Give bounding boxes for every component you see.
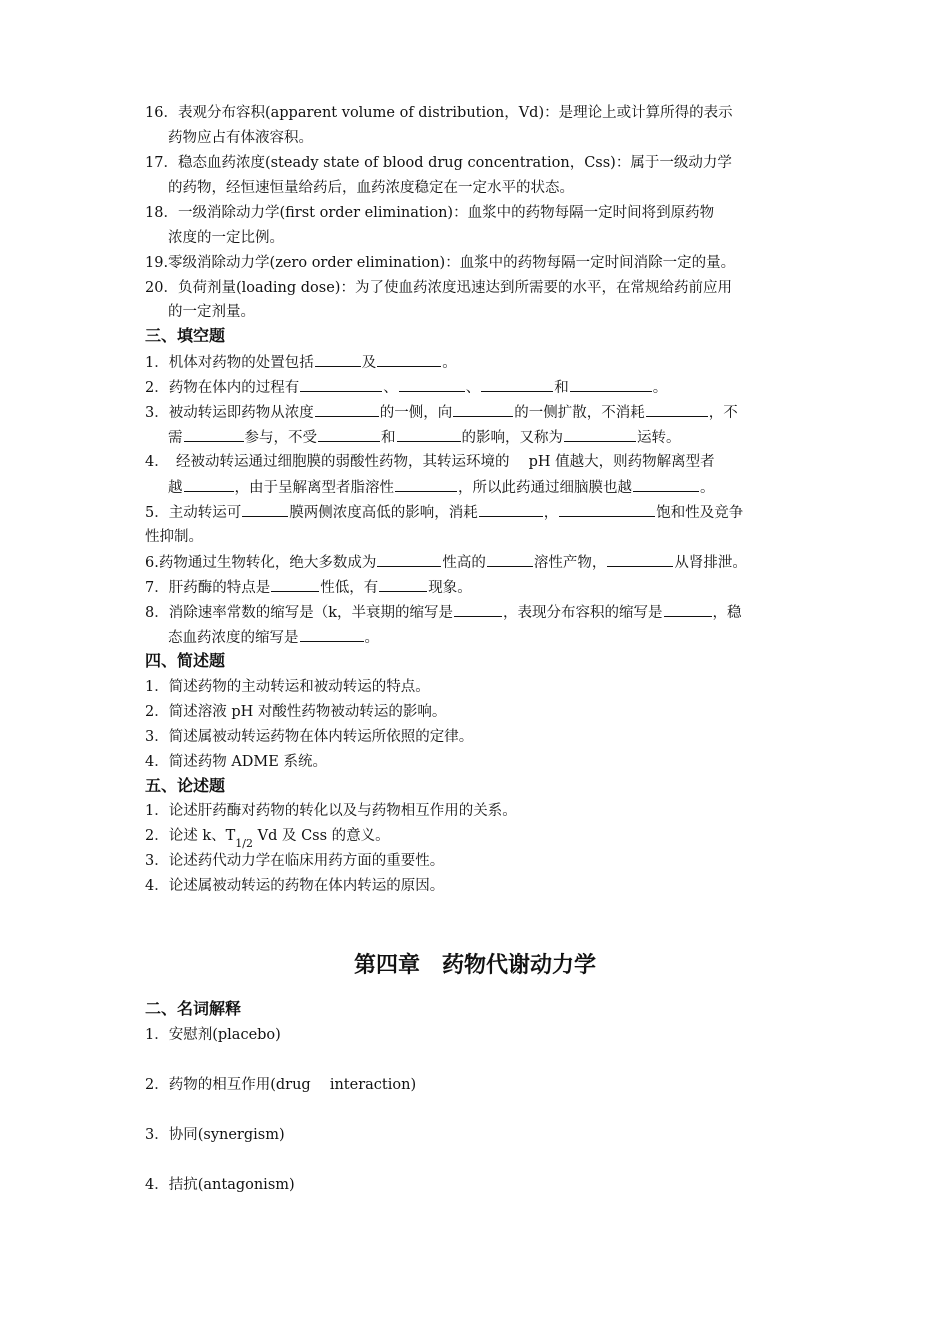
- q8-text-c: ，稳: [712, 605, 742, 621]
- answer-blank[interactable]: [664, 602, 712, 617]
- q6-text-a: 6.药物通过生物转化，绝大多数成为: [145, 555, 377, 571]
- fill-question-4-line-1: 4． 经被动转运通过细胞膜的弱酸性药物，其转运环境的 pH 值越大，则药物解离型者: [145, 454, 715, 470]
- answer-blank[interactable]: [377, 552, 441, 567]
- fill-question-4-line-2: [168, 477, 810, 498]
- essay-heading: 五、论述题: [145, 776, 226, 795]
- definition-16-line-2: 药物应占有体液容积。: [168, 130, 313, 146]
- answer-blank[interactable]: [559, 502, 655, 517]
- definition-17-line-2: 的药物，经恒速恒量给药后，血药浓度稳定在一定水平的状态。: [168, 180, 574, 196]
- answer-blank[interactable]: [379, 577, 427, 592]
- essay-item-2-text: 2．论述 k、T: [145, 828, 236, 844]
- q7-text-c: 现象。: [428, 580, 472, 596]
- term-item: 4．拮抗(antagonism): [145, 1177, 295, 1193]
- fill-question-5-line-2: 性抑制。: [145, 529, 203, 545]
- q3-text-g: 和: [381, 430, 396, 446]
- q5-text-b: 膜两侧浓度高低的影响，消耗: [289, 505, 478, 521]
- answer-blank[interactable]: [300, 627, 364, 642]
- answer-blank[interactable]: [318, 427, 380, 442]
- definition-18-line-2: 浓度的一定比例。: [168, 230, 284, 246]
- answer-blank[interactable]: [481, 377, 553, 392]
- answer-blank[interactable]: [487, 552, 533, 567]
- answer-blank[interactable]: [271, 577, 319, 592]
- short-answer-item: 1．简述药物的主动转运和被动转运的特点。: [145, 679, 430, 695]
- q3-text-d: ，不: [708, 405, 738, 421]
- q5-text-a: 5．主动转运可: [145, 505, 242, 521]
- q1-text-c: 。: [442, 355, 457, 371]
- q3-text-b: 的一侧，向: [379, 405, 453, 421]
- essay-item-2-text-end: Vd 及 Css 的意义。: [253, 828, 390, 844]
- q1-text-a: 1．机体对药物的处置包括: [145, 355, 314, 371]
- terms-heading: 二、名词解释: [145, 999, 242, 1018]
- answer-blank[interactable]: [315, 402, 379, 417]
- definition-17-line-1: 17．稳态血药浓度(steady state of blood drug concentration，Css)：属于一级动力学: [145, 155, 732, 171]
- term-item: 1．安慰剂(placebo): [145, 1027, 281, 1043]
- definition-20-line-2: 的一定剂量。: [168, 304, 255, 320]
- q5-text-d: 饱和性及竞争: [656, 505, 744, 521]
- definition-20-line-1: 20．负荷剂量(loading dose)：为了使血药浓度迅速达到所需要的水平，在常规给药前应用: [145, 280, 732, 296]
- short-answer-item: 3．简述属被动转运药物在体内转运所依照的定律。: [145, 729, 474, 745]
- q3-text-a: 3．被动转运即药物从浓度: [145, 405, 314, 421]
- q5-text-c: ，: [543, 505, 559, 521]
- definition-16-line-1: 16．表观分布容积(apparent volume of distribution，Vd)：是理论上或计算所得的表示: [145, 105, 733, 121]
- answer-blank[interactable]: [633, 477, 699, 492]
- answer-blank[interactable]: [184, 477, 234, 492]
- q3-text-c: 的一侧扩散，不消耗: [514, 405, 645, 421]
- answer-blank[interactable]: [397, 427, 461, 442]
- q6-text-b: 性高的: [442, 555, 486, 571]
- short-answer-item: 4．简述药物 ADME 系统。: [145, 754, 327, 770]
- q4-text-c: ，由于呈解离型者脂溶性: [234, 480, 394, 496]
- q3-text-i: 运转。: [637, 430, 681, 446]
- half-life-subscript: 1/2: [235, 837, 253, 850]
- answer-blank[interactable]: [315, 352, 361, 367]
- essay-item: 3．论述药代动力学在临床用药方面的重要性。: [145, 853, 445, 869]
- q8-text-a: 8．消除速率常数的缩写是（k，半衰期的缩写是: [145, 605, 454, 621]
- term-item: 3．协同(synergism): [145, 1127, 285, 1143]
- fill-question-7: [145, 577, 810, 598]
- essay-item: [145, 826, 810, 854]
- answer-blank[interactable]: [300, 377, 382, 392]
- answer-blank[interactable]: [395, 477, 457, 492]
- short-answer-heading: 四、简述题: [145, 651, 226, 670]
- q2-text-e: 。: [652, 380, 668, 396]
- answer-blank[interactable]: [570, 377, 652, 392]
- q4-text-e: 。: [700, 480, 715, 496]
- q2-text-b: 、: [383, 380, 398, 396]
- q3-text-e: 需: [168, 430, 183, 446]
- fill-blank-heading: 三、填空题: [145, 326, 226, 345]
- term-item: 2．药物的相互作用(drug interaction): [145, 1077, 417, 1093]
- answer-blank[interactable]: [454, 602, 502, 617]
- fill-question-5-line-1: [145, 502, 810, 523]
- fill-question-6: [145, 552, 810, 573]
- fill-question-1: [145, 352, 810, 373]
- q4-text-d: ，所以此药通过细脑膜也越: [458, 480, 632, 496]
- fill-question-3-line-1: [145, 402, 810, 423]
- essay-item: 4．论述属被动转运的药物在体内转运的原因。: [145, 878, 445, 894]
- q4-text-b: 越: [168, 480, 183, 496]
- chapter-title: 第四章 药物代谢动力学: [353, 953, 596, 978]
- answer-blank[interactable]: [453, 402, 513, 417]
- essay-item: 1．论述肝药酶对药物的转化以及与药物相互作用的关系。: [145, 803, 517, 819]
- fill-question-2: [145, 377, 810, 398]
- answer-blank[interactable]: [646, 402, 708, 417]
- answer-blank[interactable]: [184, 427, 244, 442]
- q8-text-b: ，表现分布容积的缩写是: [503, 605, 663, 621]
- definition-19-line-1: 19.零级消除动力学(zero order elimination)：血浆中的药物每隔一定时间消除一定的量。: [145, 255, 736, 271]
- answer-blank[interactable]: [607, 552, 673, 567]
- q1-text-b: 及: [361, 355, 377, 371]
- q8-text-e: 。: [364, 630, 379, 646]
- answer-blank[interactable]: [242, 502, 288, 517]
- q8-text-d: 态血药浓度的缩写是: [168, 630, 299, 646]
- definition-18-line-1: 18．一级消除动力学(first order elimination)：血浆中的药物每隔一定时间将到原药物: [145, 205, 715, 221]
- q6-text-d: 从肾排泄。: [674, 555, 747, 571]
- q3-text-h: 的影响，又称为: [461, 430, 563, 446]
- q7-text-a: 7．肝药酶的特点是: [145, 580, 271, 596]
- q2-text-c: 、: [465, 380, 481, 396]
- fill-question-3-line-2: [168, 427, 810, 448]
- answer-blank[interactable]: [564, 427, 636, 442]
- answer-blank[interactable]: [377, 352, 441, 367]
- answer-blank[interactable]: [399, 377, 465, 392]
- q3-text-f: 参与，不受: [244, 430, 317, 446]
- q6-text-c: 溶性产物，: [533, 555, 607, 571]
- short-answer-item: 2．简述溶液 pH 对酸性药物被动转运的影响。: [145, 704, 447, 720]
- fill-question-8-line-1: [145, 602, 810, 623]
- answer-blank[interactable]: [479, 502, 543, 517]
- q2-text-d: 和: [554, 380, 569, 396]
- q2-text-a: 2．药物在体内的过程有: [145, 380, 300, 396]
- fill-question-8-line-2: [168, 627, 810, 648]
- q7-text-b: 性低，有: [320, 580, 379, 596]
